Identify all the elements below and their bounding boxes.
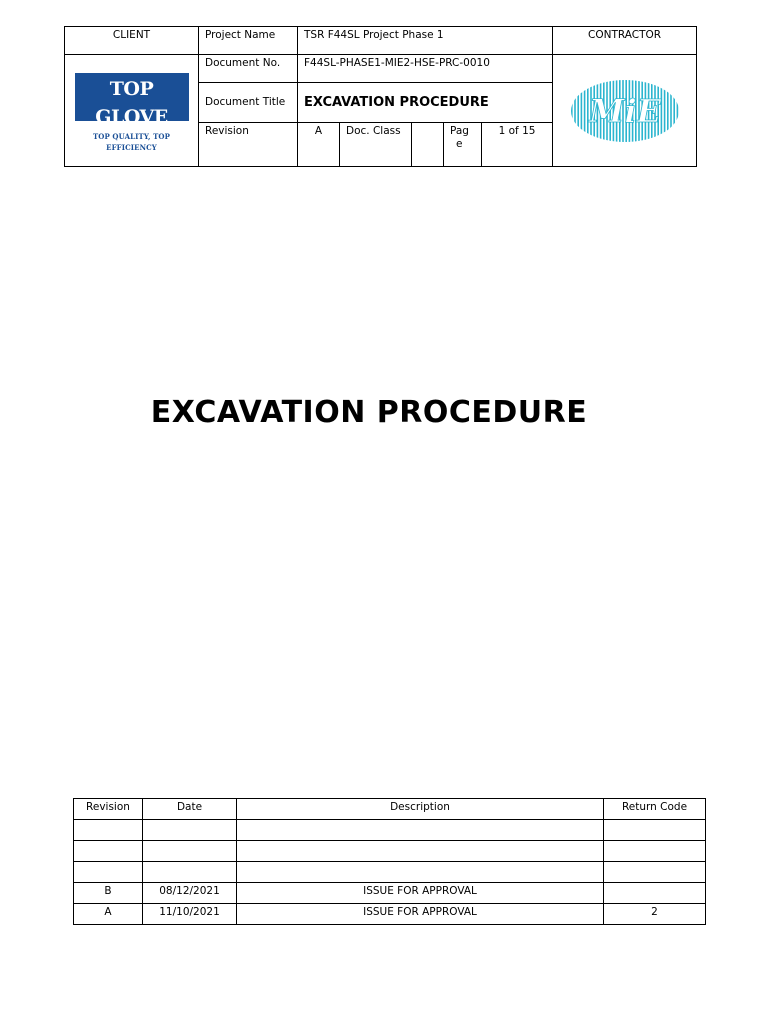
page-label: [444, 123, 482, 167]
date-header: Date: [143, 799, 237, 820]
page-label-line-2: e: [456, 138, 463, 150]
table-cell: 2: [604, 904, 706, 925]
contractor-logo-cell: [553, 55, 697, 167]
table-row: [74, 862, 706, 883]
table-cell: 11/10/2021: [143, 904, 237, 925]
return-code-header: Return Code: [604, 799, 706, 820]
table-cell: [74, 820, 143, 841]
revision-history-table: [73, 798, 706, 925]
project-name-label: Project Name: [199, 27, 298, 55]
project-name-value: TSR F44SL Project Phase 1: [298, 27, 553, 55]
page-title: EXCAVATION PROCEDURE: [150, 395, 588, 430]
table-cell: [237, 841, 604, 862]
client-label: CLIENT: [65, 27, 199, 55]
document-no-label: Document No.: [199, 55, 298, 83]
table-cell: [604, 862, 706, 883]
table-cell: A: [74, 904, 143, 925]
revision-value: A: [298, 123, 340, 167]
table-cell: B: [74, 883, 143, 904]
table-cell: [604, 883, 706, 904]
top-glove-logo: [75, 73, 189, 152]
client-logo-cell: [65, 55, 199, 167]
document-title-label: Document Title: [199, 83, 298, 123]
description-header: Description: [237, 799, 604, 820]
table-cell: [143, 841, 237, 862]
table-cell: [237, 862, 604, 883]
table-cell: 08/12/2021: [143, 883, 237, 904]
table-row: [74, 841, 706, 862]
doc-class-label: Doc. Class: [340, 123, 412, 167]
table-cell: ISSUE FOR APPROVAL: [237, 883, 604, 904]
table-cell: [143, 820, 237, 841]
page-label-line-1: Pag: [450, 125, 469, 137]
table-row: [74, 883, 706, 904]
table-cell: [143, 862, 237, 883]
mie-logo-text: MiE: [588, 91, 661, 130]
table-cell: [237, 820, 604, 841]
document-title-value: EXCAVATION PROCEDURE: [298, 83, 553, 123]
table-cell: [604, 841, 706, 862]
table-row: [74, 820, 706, 841]
table-cell: [604, 820, 706, 841]
doc-class-value: [412, 123, 444, 167]
top-glove-logo-name: TOP GLOVE: [95, 78, 168, 128]
table-cell: ISSUE FOR APPROVAL: [237, 904, 604, 925]
table-cell: [74, 841, 143, 862]
table-row: [74, 904, 706, 925]
table-cell: [74, 862, 143, 883]
revision-header: Revision: [74, 799, 143, 820]
mie-logo: [569, 78, 681, 144]
page-value: 1 of 15: [482, 123, 553, 167]
contractor-label: CONTRACTOR: [553, 27, 697, 55]
document-no-value: F44SL-PHASE1-MIE2-HSE-PRC-0010: [298, 55, 553, 83]
document-header-table: [64, 26, 697, 167]
top-glove-logo-tagline: TOP QUALITY, TOP EFFICIENCY: [78, 131, 186, 153]
revision-label: Revision: [199, 123, 298, 167]
